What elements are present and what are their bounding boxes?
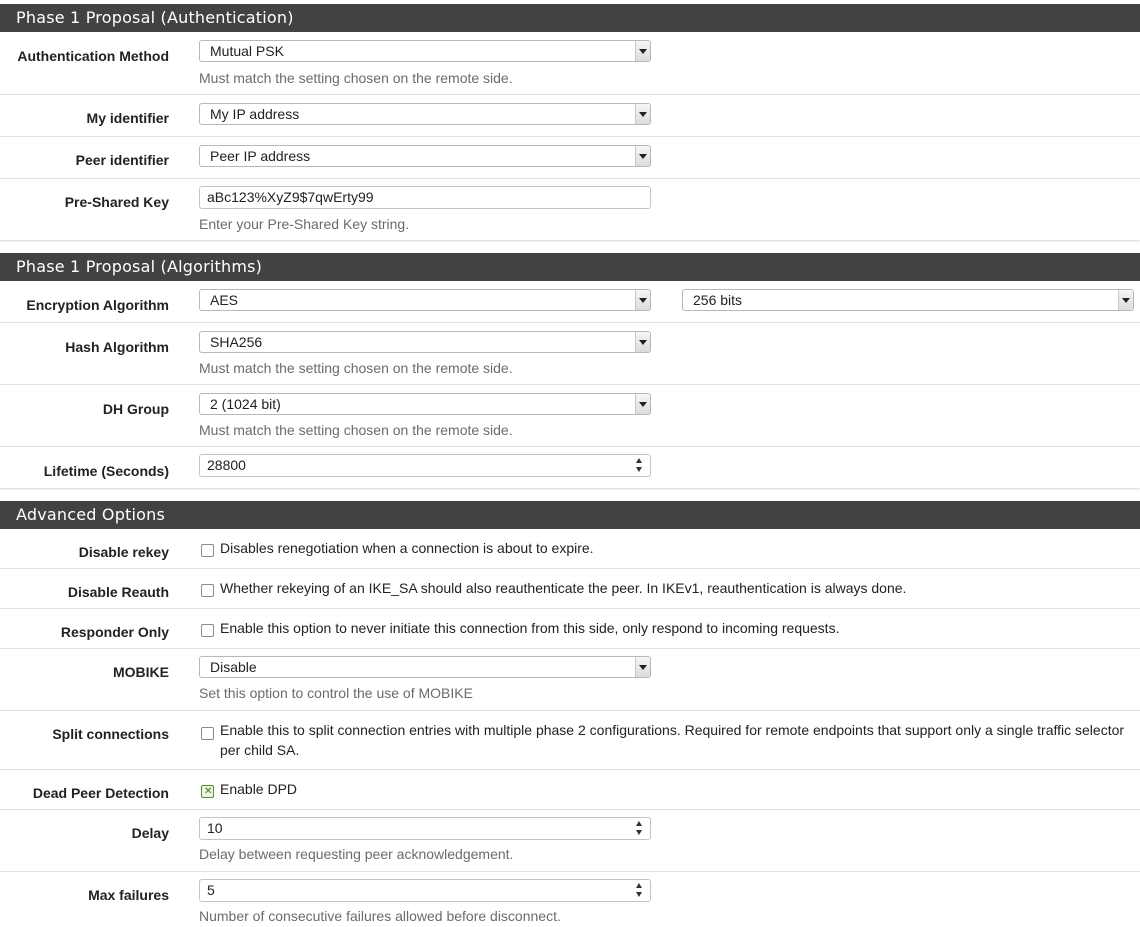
peer-identifier-row xyxy=(0,137,1140,179)
split-checkbox[interactable] xyxy=(201,727,214,740)
lifetime-input[interactable] xyxy=(199,454,651,477)
auth-method-row xyxy=(0,32,1140,95)
lifetime-value: 28800 xyxy=(207,457,246,473)
split-row xyxy=(0,711,1140,770)
my-identifier-value: My IP address xyxy=(210,106,300,122)
dpd-row xyxy=(0,770,1140,810)
delay-row xyxy=(0,810,1140,872)
dh-group-label: DH Group xyxy=(102,401,169,417)
responder-only-label: Responder Only xyxy=(60,624,169,640)
dh-group-value: 2 (1024 bit) xyxy=(210,396,281,412)
peer-identifier-value: Peer IP address xyxy=(210,148,311,164)
disable-reauth-text: Whether rekeying of an IKE_SA should also reauthenticate the peer. In IKEv1, reauthentication is always done. xyxy=(220,580,907,596)
chevron-down-icon xyxy=(635,104,650,124)
auth-method-label: Authentication Method xyxy=(17,48,169,64)
spinner-icon[interactable] xyxy=(636,882,644,899)
max-failures-value: 5 xyxy=(207,882,215,898)
lifetime-row xyxy=(0,447,1140,488)
dh-group-select[interactable] xyxy=(199,393,651,415)
hash-select[interactable] xyxy=(199,331,651,353)
mobike-help: Set this option to control the use of MOBIKE xyxy=(199,685,473,701)
algo-panel-title: Phase 1 Proposal (Algorithms) xyxy=(0,253,1140,281)
chevron-down-icon xyxy=(635,332,650,352)
mobike-label: MOBIKE xyxy=(113,664,169,680)
auth-panel xyxy=(0,4,1140,240)
chevron-down-icon xyxy=(635,146,650,166)
chevron-down-icon xyxy=(635,41,650,61)
peer-identifier-select[interactable] xyxy=(199,145,651,167)
delay-label: Delay xyxy=(131,825,169,841)
disable-reauth-label: Disable Reauth xyxy=(67,584,169,600)
my-identifier-label: My identifier xyxy=(86,110,169,126)
keylength-select[interactable] xyxy=(682,289,1134,311)
disable-rekey-row xyxy=(0,529,1140,569)
chevron-down-icon xyxy=(1118,290,1133,310)
mobike-select[interactable] xyxy=(199,656,651,678)
delay-input[interactable] xyxy=(199,817,651,840)
dh-group-row xyxy=(0,385,1140,447)
max-failures-label: Max failures xyxy=(88,887,169,903)
keylength-value: 256 bits xyxy=(693,292,743,308)
auth-method-help: Must match the setting chosen on the remote side. xyxy=(199,70,513,86)
dpd-label: Dead Peer Detection xyxy=(32,785,169,801)
disable-reauth-row xyxy=(0,569,1140,609)
psk-value: aBc123%XyZ9$7qwErty99 xyxy=(207,189,374,205)
responder-only-row xyxy=(0,609,1140,649)
chevron-down-icon xyxy=(635,394,650,414)
encryption-select[interactable] xyxy=(199,289,651,311)
hash-value: SHA256 xyxy=(210,334,263,350)
disable-reauth-checkbox[interactable] xyxy=(201,584,214,597)
max-failures-help: Number of consecutive failures allowed before disconnect. xyxy=(199,908,561,924)
auth-method-select[interactable] xyxy=(199,40,651,62)
split-text-line1: Enable this to split connection entries with multiple phase 2 configurations. Required for remote endpoints that support only a single traffic selector xyxy=(220,722,1125,738)
responder-only-checkbox[interactable] xyxy=(201,624,214,637)
spinner-icon[interactable] xyxy=(636,820,644,837)
disable-rekey-text: Disables renegotiation when a connection is about to expire. xyxy=(220,540,594,556)
delay-value: 10 xyxy=(207,820,223,836)
responder-only-text: Enable this option to never initiate this connection from this side, only respond to incoming requests. xyxy=(220,620,840,636)
psk-row xyxy=(0,179,1140,240)
encryption-row xyxy=(0,281,1140,323)
split-text-line2: per child SA. xyxy=(220,742,300,758)
dh-group-help: Must match the setting chosen on the remote side. xyxy=(199,422,513,438)
my-identifier-row xyxy=(0,95,1140,137)
max-failures-row xyxy=(0,872,1140,927)
psk-input[interactable] xyxy=(199,186,651,209)
adv-panel xyxy=(0,501,1140,927)
my-identifier-select[interactable] xyxy=(199,103,651,125)
psk-help: Enter your Pre-Shared Key string. xyxy=(199,216,410,232)
mobike-value: Disable xyxy=(210,659,257,675)
dpd-text: Enable DPD xyxy=(220,781,298,797)
auth-method-value: Mutual PSK xyxy=(210,43,284,59)
disable-rekey-label: Disable rekey xyxy=(78,544,169,560)
hash-help: Must match the setting chosen on the remote side. xyxy=(199,360,513,376)
peer-identifier-label: Peer identifier xyxy=(75,152,169,168)
dpd-checkbox[interactable] xyxy=(201,785,214,798)
encryption-value: AES xyxy=(210,292,239,308)
disable-rekey-checkbox[interactable] xyxy=(201,544,214,557)
max-failures-input[interactable] xyxy=(199,879,651,902)
hash-label: Hash Algorithm xyxy=(65,339,169,355)
algo-panel xyxy=(0,253,1140,488)
check-icon: ✕ xyxy=(204,786,213,797)
encryption-label: Encryption Algorithm xyxy=(26,297,169,313)
split-label: Split connections xyxy=(52,726,169,742)
chevron-down-icon xyxy=(635,657,650,677)
spinner-icon[interactable] xyxy=(636,457,644,474)
psk-label: Pre-Shared Key xyxy=(64,194,169,210)
hash-row xyxy=(0,323,1140,385)
adv-panel-title: Advanced Options xyxy=(0,501,1140,529)
delay-help: Delay between requesting peer acknowledgement. xyxy=(199,846,514,862)
chevron-down-icon xyxy=(635,290,650,310)
lifetime-label: Lifetime (Seconds) xyxy=(43,463,169,479)
mobike-row xyxy=(0,649,1140,711)
auth-panel-title: Phase 1 Proposal (Authentication) xyxy=(0,4,1140,32)
